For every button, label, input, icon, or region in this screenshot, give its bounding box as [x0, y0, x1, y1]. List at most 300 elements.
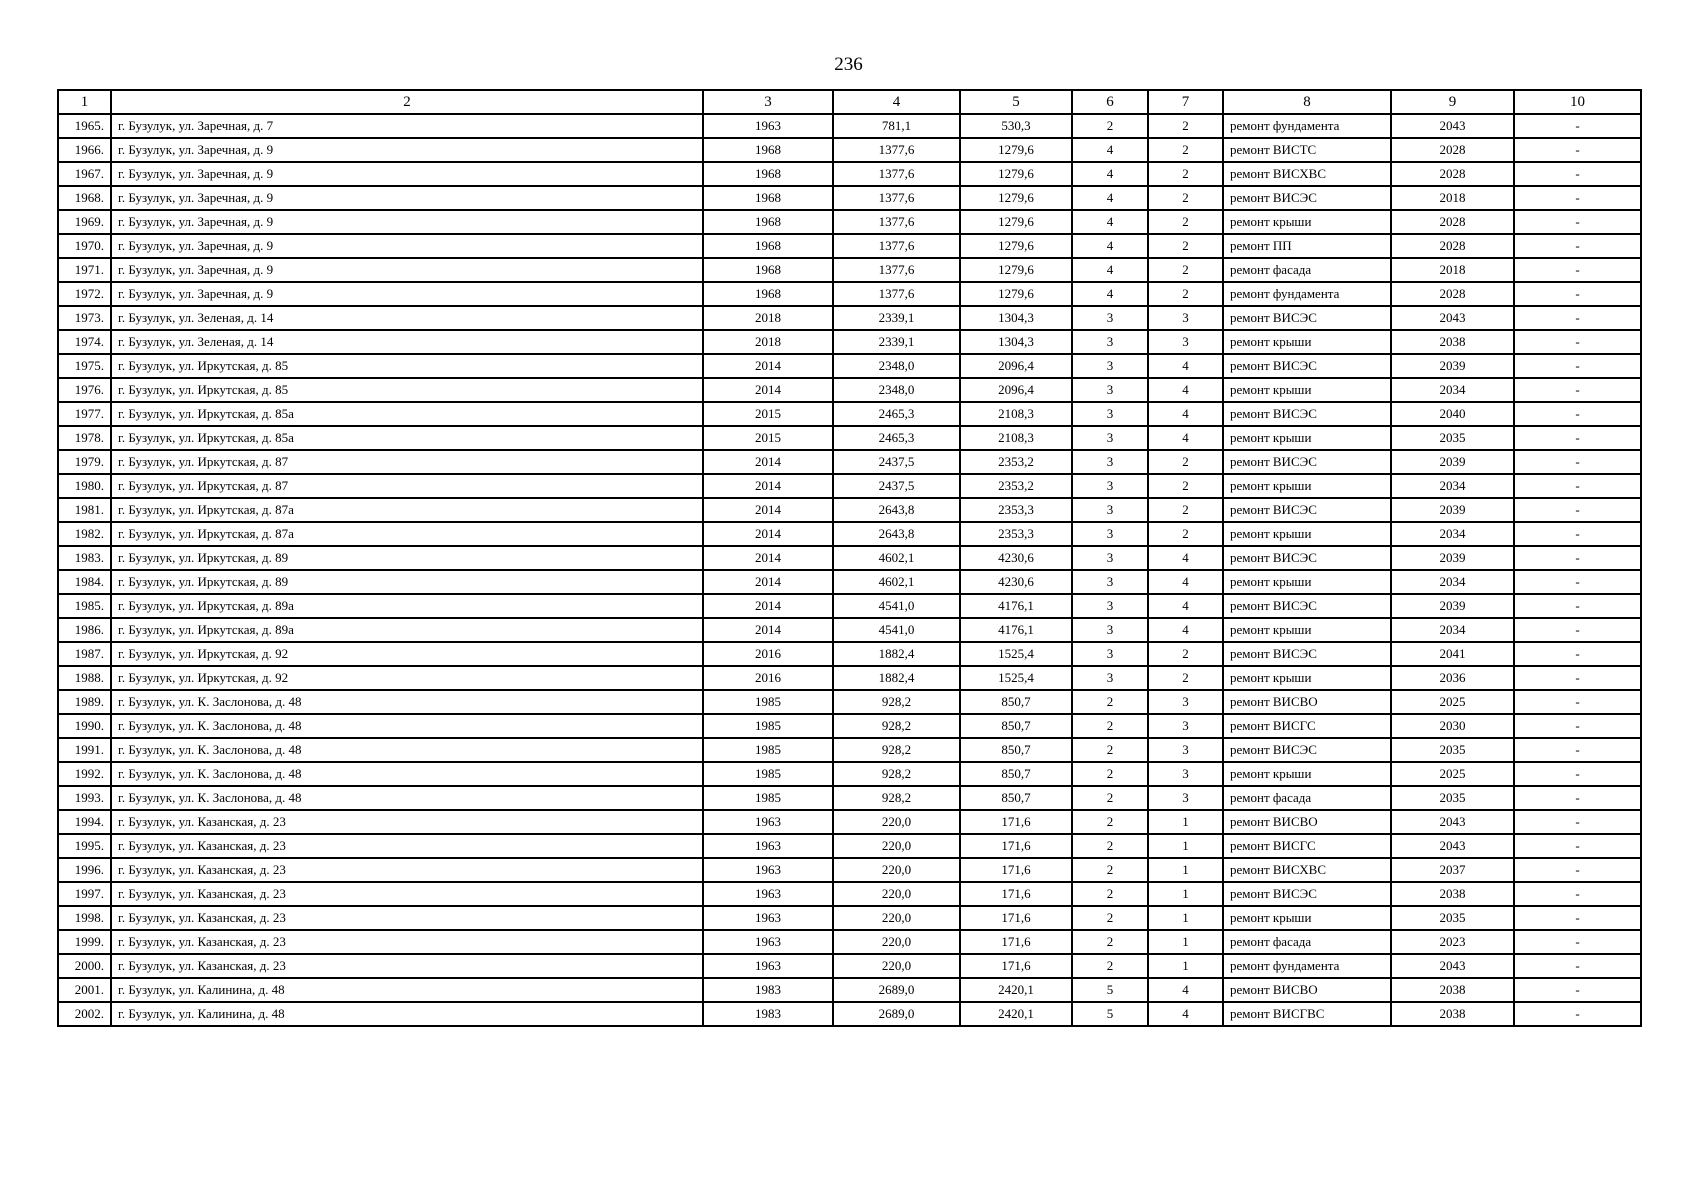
entrances-cell: 1 [1148, 882, 1223, 906]
work-type-cell: ремонт ВИСВО [1223, 978, 1391, 1002]
row-number-cell: 1998. [58, 906, 111, 930]
table-row [58, 1002, 1641, 1026]
note-cell: - [1514, 234, 1641, 258]
living-area-cell: 1279,6 [960, 234, 1072, 258]
living-area-cell: 2353,3 [960, 498, 1072, 522]
work-type-cell: ремонт крыши [1223, 522, 1391, 546]
living-area-cell: 4176,1 [960, 618, 1072, 642]
work-type-cell: ремонт ВИСЭС [1223, 594, 1391, 618]
entrances-cell: 2 [1148, 186, 1223, 210]
row-number-cell: 2001. [58, 978, 111, 1002]
column-header-4: 4 [833, 90, 960, 114]
planned-year-cell: 2034 [1391, 618, 1514, 642]
total-area-cell: 2643,8 [833, 498, 960, 522]
floors-cell: 3 [1072, 570, 1148, 594]
row-number-cell: 1997. [58, 882, 111, 906]
entrances-cell: 2 [1148, 474, 1223, 498]
total-area-cell: 2348,0 [833, 378, 960, 402]
floors-cell: 3 [1072, 666, 1148, 690]
planned-year-cell: 2043 [1391, 954, 1514, 978]
total-area-cell: 2437,5 [833, 450, 960, 474]
total-area-cell: 4602,1 [833, 546, 960, 570]
entrances-cell: 2 [1148, 210, 1223, 234]
entrances-cell: 3 [1148, 786, 1223, 810]
total-area-cell: 1377,6 [833, 258, 960, 282]
floors-cell: 3 [1072, 522, 1148, 546]
total-area-cell: 220,0 [833, 810, 960, 834]
build-year-cell: 2014 [703, 474, 833, 498]
column-number-row [58, 90, 1641, 114]
build-year-cell: 1963 [703, 954, 833, 978]
total-area-cell: 220,0 [833, 858, 960, 882]
build-year-cell: 2016 [703, 666, 833, 690]
row-number-cell: 1992. [58, 762, 111, 786]
entrances-cell: 2 [1148, 258, 1223, 282]
entrances-cell: 1 [1148, 954, 1223, 978]
table-row [58, 954, 1641, 978]
living-area-cell: 1525,4 [960, 642, 1072, 666]
entrances-cell: 4 [1148, 402, 1223, 426]
note-cell: - [1514, 642, 1641, 666]
row-number-cell: 1971. [58, 258, 111, 282]
address-cell: г. Бузулук, ул. Калинина, д. 48 [111, 1002, 703, 1026]
address-cell: г. Бузулук, ул. Иркутская, д. 87 [111, 450, 703, 474]
table-row [58, 810, 1641, 834]
table-row [58, 426, 1641, 450]
floors-cell: 4 [1072, 282, 1148, 306]
living-area-cell: 171,6 [960, 954, 1072, 978]
floors-cell: 2 [1072, 906, 1148, 930]
build-year-cell: 1985 [703, 738, 833, 762]
row-number-cell: 1996. [58, 858, 111, 882]
living-area-cell: 1525,4 [960, 666, 1072, 690]
living-area-cell: 1279,6 [960, 258, 1072, 282]
repair-schedule-table [57, 89, 1642, 1027]
planned-year-cell: 2035 [1391, 786, 1514, 810]
work-type-cell: ремонт ВИСХВС [1223, 858, 1391, 882]
floors-cell: 3 [1072, 306, 1148, 330]
work-type-cell: ремонт фундамента [1223, 954, 1391, 978]
build-year-cell: 1985 [703, 690, 833, 714]
work-type-cell: ремонт крыши [1223, 618, 1391, 642]
floors-cell: 2 [1072, 690, 1148, 714]
column-header-3: 3 [703, 90, 833, 114]
table-row [58, 306, 1641, 330]
living-area-cell: 1304,3 [960, 306, 1072, 330]
table-row [58, 762, 1641, 786]
address-cell: г. Бузулук, ул. Иркутская, д. 92 [111, 642, 703, 666]
note-cell: - [1514, 858, 1641, 882]
planned-year-cell: 2043 [1391, 306, 1514, 330]
row-number-cell: 1976. [58, 378, 111, 402]
table-row [58, 834, 1641, 858]
entrances-cell: 1 [1148, 930, 1223, 954]
work-type-cell: ремонт ВИСЭС [1223, 882, 1391, 906]
total-area-cell: 2643,8 [833, 522, 960, 546]
address-cell: г. Бузулук, ул. Заречная, д. 9 [111, 258, 703, 282]
planned-year-cell: 2037 [1391, 858, 1514, 882]
living-area-cell: 2096,4 [960, 354, 1072, 378]
note-cell: - [1514, 306, 1641, 330]
work-type-cell: ремонт крыши [1223, 378, 1391, 402]
note-cell: - [1514, 906, 1641, 930]
row-number-cell: 1972. [58, 282, 111, 306]
entrances-cell: 3 [1148, 738, 1223, 762]
floors-cell: 3 [1072, 330, 1148, 354]
floors-cell: 2 [1072, 858, 1148, 882]
work-type-cell: ремонт фасада [1223, 930, 1391, 954]
note-cell: - [1514, 786, 1641, 810]
build-year-cell: 1968 [703, 186, 833, 210]
row-number-cell: 1979. [58, 450, 111, 474]
total-area-cell: 1377,6 [833, 162, 960, 186]
planned-year-cell: 2018 [1391, 258, 1514, 282]
row-number-cell: 1986. [58, 618, 111, 642]
entrances-cell: 4 [1148, 426, 1223, 450]
build-year-cell: 1963 [703, 906, 833, 930]
total-area-cell: 2339,1 [833, 330, 960, 354]
note-cell: - [1514, 546, 1641, 570]
living-area-cell: 1279,6 [960, 162, 1072, 186]
build-year-cell: 2015 [703, 426, 833, 450]
build-year-cell: 2016 [703, 642, 833, 666]
planned-year-cell: 2043 [1391, 810, 1514, 834]
work-type-cell: ремонт ВИСХВС [1223, 162, 1391, 186]
work-type-cell: ремонт крыши [1223, 426, 1391, 450]
total-area-cell: 928,2 [833, 786, 960, 810]
address-cell: г. Бузулук, ул. Казанская, д. 23 [111, 882, 703, 906]
entrances-cell: 1 [1148, 834, 1223, 858]
living-area-cell: 850,7 [960, 762, 1072, 786]
address-cell: г. Бузулук, ул. Заречная, д. 9 [111, 186, 703, 210]
planned-year-cell: 2043 [1391, 114, 1514, 138]
column-header-2: 2 [111, 90, 703, 114]
build-year-cell: 1968 [703, 258, 833, 282]
planned-year-cell: 2039 [1391, 498, 1514, 522]
floors-cell: 2 [1072, 714, 1148, 738]
row-number-cell: 1975. [58, 354, 111, 378]
address-cell: г. Бузулук, ул. Иркутская, д. 85а [111, 402, 703, 426]
build-year-cell: 1983 [703, 1002, 833, 1026]
note-cell: - [1514, 954, 1641, 978]
total-area-cell: 1377,6 [833, 282, 960, 306]
build-year-cell: 1985 [703, 714, 833, 738]
build-year-cell: 2015 [703, 402, 833, 426]
living-area-cell: 2420,1 [960, 1002, 1072, 1026]
build-year-cell: 1968 [703, 162, 833, 186]
entrances-cell: 3 [1148, 762, 1223, 786]
table-row [58, 402, 1641, 426]
work-type-cell: ремонт ВИСВО [1223, 810, 1391, 834]
table-row [58, 114, 1641, 138]
table-row [58, 498, 1641, 522]
table-row [58, 474, 1641, 498]
total-area-cell: 1377,6 [833, 186, 960, 210]
address-cell: г. Бузулук, ул. К. Заслонова, д. 48 [111, 786, 703, 810]
table-row [58, 690, 1641, 714]
note-cell: - [1514, 210, 1641, 234]
total-area-cell: 2689,0 [833, 1002, 960, 1026]
row-number-cell: 1974. [58, 330, 111, 354]
floors-cell: 3 [1072, 618, 1148, 642]
note-cell: - [1514, 474, 1641, 498]
living-area-cell: 1279,6 [960, 210, 1072, 234]
total-area-cell: 928,2 [833, 738, 960, 762]
total-area-cell: 2465,3 [833, 426, 960, 450]
floors-cell: 3 [1072, 546, 1148, 570]
living-area-cell: 4230,6 [960, 570, 1072, 594]
row-number-cell: 1981. [58, 498, 111, 522]
living-area-cell: 2420,1 [960, 978, 1072, 1002]
floors-cell: 3 [1072, 354, 1148, 378]
table-row [58, 258, 1641, 282]
table-row [58, 978, 1641, 1002]
living-area-cell: 171,6 [960, 930, 1072, 954]
total-area-cell: 928,2 [833, 762, 960, 786]
total-area-cell: 4541,0 [833, 618, 960, 642]
address-cell: г. Бузулук, ул. К. Заслонова, д. 48 [111, 714, 703, 738]
living-area-cell: 2096,4 [960, 378, 1072, 402]
entrances-cell: 4 [1148, 1002, 1223, 1026]
note-cell: - [1514, 618, 1641, 642]
note-cell: - [1514, 594, 1641, 618]
entrances-cell: 2 [1148, 114, 1223, 138]
build-year-cell: 1983 [703, 978, 833, 1002]
work-type-cell: ремонт ВИСЭС [1223, 354, 1391, 378]
row-number-cell: 1967. [58, 162, 111, 186]
note-cell: - [1514, 258, 1641, 282]
build-year-cell: 1968 [703, 282, 833, 306]
address-cell: г. Бузулук, ул. Зеленая, д. 14 [111, 330, 703, 354]
total-area-cell: 2348,0 [833, 354, 960, 378]
floors-cell: 3 [1072, 474, 1148, 498]
floors-cell: 4 [1072, 162, 1148, 186]
living-area-cell: 2108,3 [960, 426, 1072, 450]
note-cell: - [1514, 834, 1641, 858]
row-number-cell: 1987. [58, 642, 111, 666]
floors-cell: 2 [1072, 810, 1148, 834]
living-area-cell: 171,6 [960, 906, 1072, 930]
entrances-cell: 3 [1148, 330, 1223, 354]
living-area-cell: 530,3 [960, 114, 1072, 138]
address-cell: г. Бузулук, ул. Иркутская, д. 85 [111, 354, 703, 378]
work-type-cell: ремонт ВИСЭС [1223, 642, 1391, 666]
address-cell: г. Бузулук, ул. К. Заслонова, д. 48 [111, 690, 703, 714]
table-row [58, 570, 1641, 594]
column-header-9: 9 [1391, 90, 1514, 114]
entrances-cell: 3 [1148, 690, 1223, 714]
living-area-cell: 2353,2 [960, 450, 1072, 474]
entrances-cell: 4 [1148, 354, 1223, 378]
build-year-cell: 2014 [703, 450, 833, 474]
total-area-cell: 220,0 [833, 834, 960, 858]
address-cell: г. Бузулук, ул. Заречная, д. 9 [111, 162, 703, 186]
page-number: 236 [834, 54, 863, 75]
planned-year-cell: 2039 [1391, 594, 1514, 618]
build-year-cell: 1968 [703, 138, 833, 162]
row-number-cell: 1985. [58, 594, 111, 618]
floors-cell: 3 [1072, 594, 1148, 618]
address-cell: г. Бузулук, ул. Заречная, д. 9 [111, 138, 703, 162]
build-year-cell: 1985 [703, 762, 833, 786]
total-area-cell: 1377,6 [833, 138, 960, 162]
build-year-cell: 1963 [703, 882, 833, 906]
note-cell: - [1514, 978, 1641, 1002]
planned-year-cell: 2030 [1391, 714, 1514, 738]
address-cell: г. Бузулук, ул. Заречная, д. 7 [111, 114, 703, 138]
planned-year-cell: 2034 [1391, 474, 1514, 498]
floors-cell: 3 [1072, 402, 1148, 426]
living-area-cell: 2353,3 [960, 522, 1072, 546]
table-row [58, 378, 1641, 402]
note-cell: - [1514, 690, 1641, 714]
total-area-cell: 2689,0 [833, 978, 960, 1002]
table-row [58, 210, 1641, 234]
build-year-cell: 1968 [703, 234, 833, 258]
address-cell: г. Бузулук, ул. Иркутская, д. 89а [111, 594, 703, 618]
total-area-cell: 1377,6 [833, 210, 960, 234]
row-number-cell: 1988. [58, 666, 111, 690]
column-header-6: 6 [1072, 90, 1148, 114]
floors-cell: 3 [1072, 642, 1148, 666]
build-year-cell: 2014 [703, 570, 833, 594]
living-area-cell: 850,7 [960, 714, 1072, 738]
planned-year-cell: 2028 [1391, 210, 1514, 234]
table-row [58, 186, 1641, 210]
row-number-cell: 1995. [58, 834, 111, 858]
address-cell: г. Бузулук, ул. Калинина, д. 48 [111, 978, 703, 1002]
row-number-cell: 2002. [58, 1002, 111, 1026]
total-area-cell: 928,2 [833, 690, 960, 714]
living-area-cell: 2353,2 [960, 474, 1072, 498]
floors-cell: 2 [1072, 834, 1148, 858]
total-area-cell: 4602,1 [833, 570, 960, 594]
address-cell: г. Бузулук, ул. Казанская, д. 23 [111, 954, 703, 978]
living-area-cell: 1279,6 [960, 186, 1072, 210]
address-cell: г. Бузулук, ул. Иркутская, д. 85 [111, 378, 703, 402]
note-cell: - [1514, 354, 1641, 378]
living-area-cell: 4176,1 [960, 594, 1072, 618]
note-cell: - [1514, 426, 1641, 450]
work-type-cell: ремонт крыши [1223, 906, 1391, 930]
living-area-cell: 4230,6 [960, 546, 1072, 570]
address-cell: г. Бузулук, ул. Казанская, д. 23 [111, 810, 703, 834]
living-area-cell: 171,6 [960, 858, 1072, 882]
living-area-cell: 171,6 [960, 810, 1072, 834]
table-row [58, 786, 1641, 810]
work-type-cell: ремонт ВИСГС [1223, 714, 1391, 738]
row-number-cell: 1966. [58, 138, 111, 162]
work-type-cell: ремонт крыши [1223, 474, 1391, 498]
note-cell: - [1514, 402, 1641, 426]
planned-year-cell: 2028 [1391, 162, 1514, 186]
work-type-cell: ремонт фундамента [1223, 282, 1391, 306]
table-row [58, 858, 1641, 882]
note-cell: - [1514, 186, 1641, 210]
planned-year-cell: 2034 [1391, 522, 1514, 546]
table-row [58, 714, 1641, 738]
work-type-cell: ремонт ВИСГВС [1223, 1002, 1391, 1026]
planned-year-cell: 2035 [1391, 426, 1514, 450]
table-row [58, 594, 1641, 618]
row-number-cell: 1973. [58, 306, 111, 330]
total-area-cell: 781,1 [833, 114, 960, 138]
entrances-cell: 4 [1148, 618, 1223, 642]
entrances-cell: 1 [1148, 858, 1223, 882]
note-cell: - [1514, 522, 1641, 546]
total-area-cell: 1882,4 [833, 666, 960, 690]
build-year-cell: 1963 [703, 834, 833, 858]
total-area-cell: 928,2 [833, 714, 960, 738]
address-cell: г. Бузулук, ул. Заречная, д. 9 [111, 210, 703, 234]
row-number-cell: 1982. [58, 522, 111, 546]
note-cell: - [1514, 114, 1641, 138]
total-area-cell: 2465,3 [833, 402, 960, 426]
work-type-cell: ремонт фундамента [1223, 114, 1391, 138]
row-number-cell: 1977. [58, 402, 111, 426]
build-year-cell: 2014 [703, 594, 833, 618]
column-header-1: 1 [58, 90, 111, 114]
build-year-cell: 2014 [703, 378, 833, 402]
table-row [58, 906, 1641, 930]
address-cell: г. Бузулук, ул. К. Заслонова, д. 48 [111, 762, 703, 786]
planned-year-cell: 2023 [1391, 930, 1514, 954]
address-cell: г. Бузулук, ул. Казанская, д. 23 [111, 834, 703, 858]
planned-year-cell: 2040 [1391, 402, 1514, 426]
floors-cell: 3 [1072, 378, 1148, 402]
total-area-cell: 2339,1 [833, 306, 960, 330]
planned-year-cell: 2039 [1391, 354, 1514, 378]
note-cell: - [1514, 498, 1641, 522]
address-cell: г. Бузулук, ул. Иркутская, д. 92 [111, 666, 703, 690]
floors-cell: 2 [1072, 786, 1148, 810]
address-cell: г. Бузулук, ул. К. Заслонова, д. 48 [111, 738, 703, 762]
build-year-cell: 2018 [703, 306, 833, 330]
column-header-8: 8 [1223, 90, 1391, 114]
build-year-cell: 1963 [703, 114, 833, 138]
floors-cell: 3 [1072, 498, 1148, 522]
entrances-cell: 1 [1148, 906, 1223, 930]
table-row [58, 234, 1641, 258]
build-year-cell: 1985 [703, 786, 833, 810]
floors-cell: 2 [1072, 954, 1148, 978]
address-cell: г. Бузулук, ул. Иркутская, д. 89 [111, 570, 703, 594]
work-type-cell: ремонт ВИСВО [1223, 690, 1391, 714]
address-cell: г. Бузулук, ул. Иркутская, д. 85а [111, 426, 703, 450]
planned-year-cell: 2038 [1391, 978, 1514, 1002]
floors-cell: 2 [1072, 762, 1148, 786]
planned-year-cell: 2039 [1391, 546, 1514, 570]
note-cell: - [1514, 882, 1641, 906]
table-row [58, 354, 1641, 378]
column-header-7: 7 [1148, 90, 1223, 114]
entrances-cell: 3 [1148, 306, 1223, 330]
planned-year-cell: 2034 [1391, 378, 1514, 402]
work-type-cell: ремонт ВИСЭС [1223, 402, 1391, 426]
living-area-cell: 850,7 [960, 738, 1072, 762]
entrances-cell: 2 [1148, 450, 1223, 474]
address-cell: г. Бузулук, ул. Иркутская, д. 89 [111, 546, 703, 570]
planned-year-cell: 2028 [1391, 234, 1514, 258]
table-row [58, 642, 1641, 666]
entrances-cell: 2 [1148, 642, 1223, 666]
column-header-5: 5 [960, 90, 1072, 114]
note-cell: - [1514, 666, 1641, 690]
build-year-cell: 2014 [703, 522, 833, 546]
note-cell: - [1514, 162, 1641, 186]
address-cell: г. Бузулук, ул. Иркутская, д. 87 [111, 474, 703, 498]
build-year-cell: 1963 [703, 858, 833, 882]
